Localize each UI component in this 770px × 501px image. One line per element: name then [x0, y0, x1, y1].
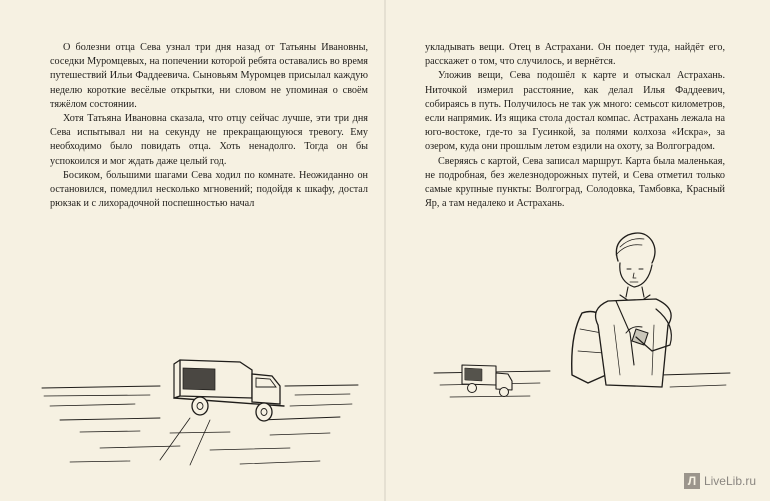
left-paragraph-2: Хотя Татьяна Ивановна сказала, что отцу сейчас лучше, эти три дня Сева испытывал ни на секунду не прекращающуюся тревогу. Ему необходимо было повидать отца. Хоть ненадолго. Тогда он бы успокоился и мог ждать даже целый год.: [50, 113, 368, 167]
right-page-text: [425, 41, 725, 211]
livelib-logo-icon: Л: [684, 473, 700, 489]
watermark-text: LiveLib.ru: [703, 474, 756, 488]
page-gutter: [384, 0, 386, 501]
left-paragraph-3: Босиком, большими шагами Сева ходил по комнате. Неожиданно он остановился, помедлил несколько мгновений; подойдя к шкафу, достал рюкзак и с лихорадочной поспешностью начал: [50, 169, 368, 210]
right-paragraph-2: Сверяясь с картой, Сева записал маршрут. Карта была маленькая, не подробная, без железнодорожных путей, и Сева отметил только самые крупные пункты: Волгоград, Солодовка, Тамбовка, Красный Яр, а там недалеко и Астрахань.: [425, 155, 725, 210]
left-paragraph-1: О болезни отца Сева узнал три дня назад от Татьяны Ивановны, соседки Муромцевых, на попечении которой ребята оставались во время путешествий Ильи Фаддеевича. Сыновьям Муромцев присылал каждую неделю короткие весёлые открытки, ни словом не упоминая о своём тяжёлом состоянии.: [50, 42, 368, 110]
left-page-text: [50, 41, 368, 211]
truck-illustration: [40, 340, 360, 480]
right-continuation: укладывать вещи. Отец в Астрахани. Он поедет туда, найдёт его, расскажет о том, что случилось, и вернётся.: [425, 42, 725, 68]
right-paragraph-1: Уложив вещи, Сева подошёл к карте и отыскал Астрахань. Ниточкой измерил расстояние, как делал Илья Фаддеевич, собираясь в путь. Получилось не так уж много: семьсот километров, если напрямик. Из ящика стола достал компас. Астрахань лежала на юго-востоке, где-то за Гусинкой, за полями колхоза «Искра», за озером, куда они прошлым летом ездили на охоту, за Волгоградом.: [425, 70, 725, 153]
boy-with-backpack-illustration: [430, 225, 740, 415]
livelib-watermark: [684, 473, 756, 489]
